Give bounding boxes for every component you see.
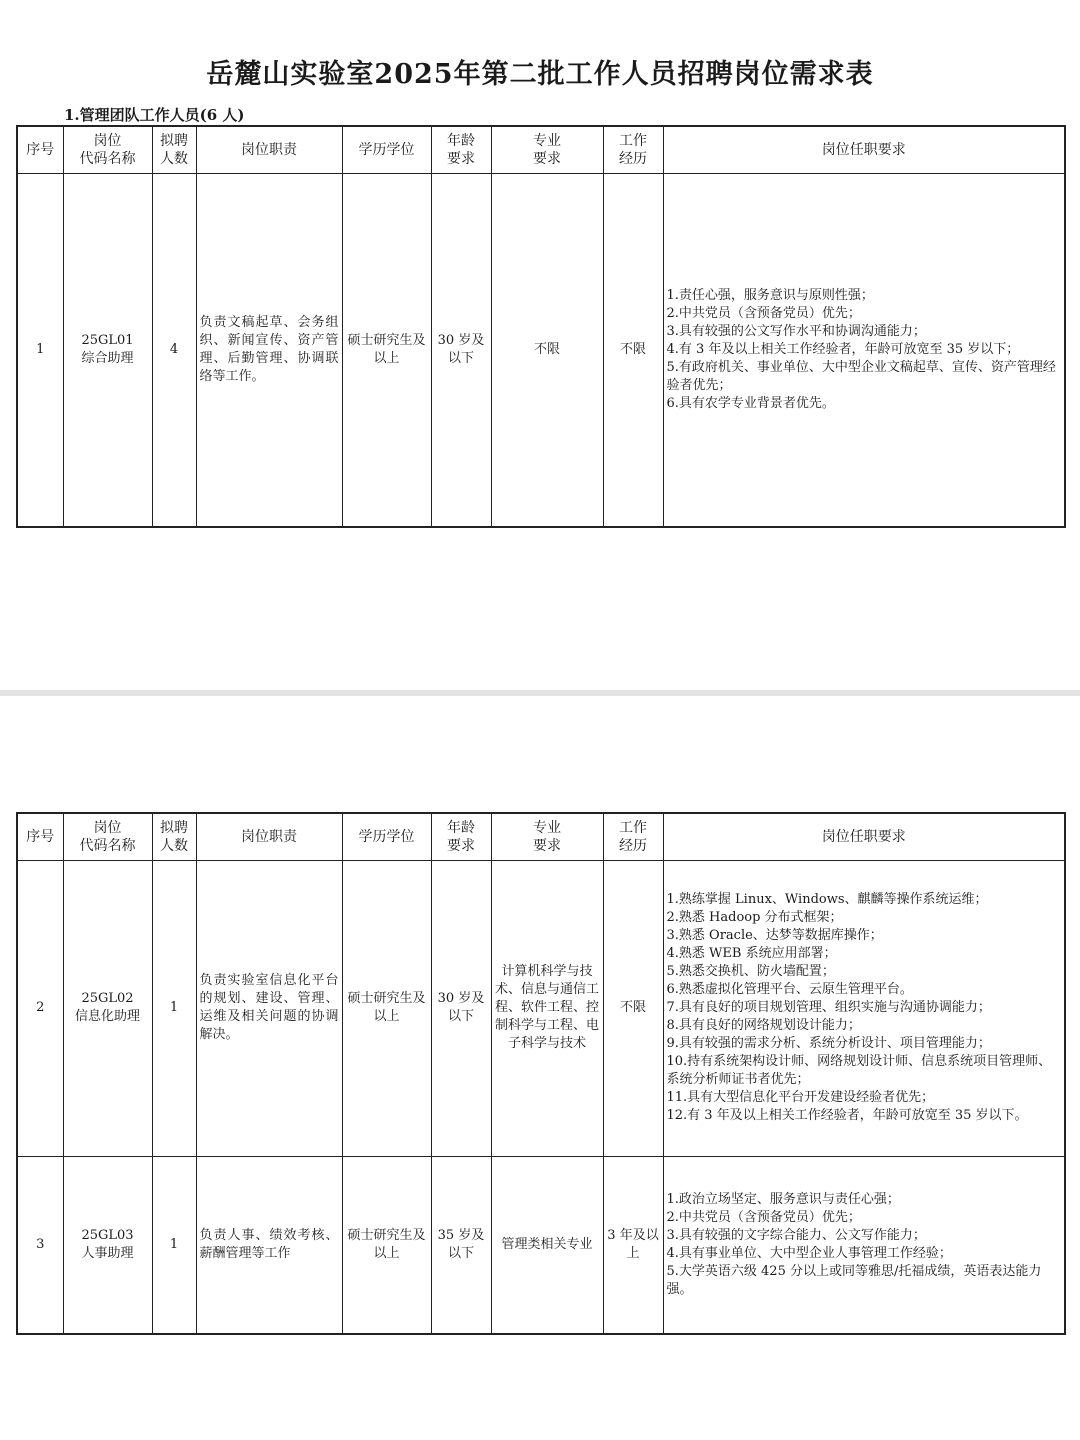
cell-count: 1 [152,1156,196,1334]
cell-experience: 不限 [603,173,663,527]
requirement-item: 4.有 3 年及以上相关工作经验者，年龄可放宽至 35 岁以下； [666,341,1020,357]
requirement-item: 1.政治立场坚定、服务意识与责任心强； [666,1191,900,1207]
cell-major: 不限 [491,173,603,527]
cell-code-name: 25GL03 人事助理 [63,1156,152,1334]
cell-code-name: 25GL01 综合助理 [63,173,152,527]
table-header-row [17,126,1065,173]
requirement-item: 8.具有良好的网络规划设计能力； [666,1018,861,1033]
section-heading: 1.管理团队工作人员(6 人) [64,106,245,124]
cell-seq: 1 [17,173,63,527]
page-divider [0,690,1080,696]
cell-requirements [663,1156,1065,1334]
header-age: 年龄 要求 [431,126,491,173]
header-major: 专业 要求 [491,813,603,860]
cell-major: 管理类相关专业 [491,1156,603,1334]
cell-age: 30 岁及以下 [431,173,491,527]
cell-count: 4 [152,173,196,527]
cell-education: 硕士研究生及以上 [342,173,431,527]
header-code-name: 岗位 代码名称 [63,813,152,860]
job-table-page-1 [16,125,1066,528]
header-age: 年龄 要求 [431,813,491,860]
cell-experience: 3 年及以上 [603,1156,663,1334]
header-code-name: 岗位 代码名称 [63,126,152,173]
requirement-item: 3.具有较强的公文写作水平和协调沟通能力； [666,323,926,339]
requirement-item: 5.有政府机关、事业单位、大中型企业文稿起草、宣传、资产管理经验者优先； [666,359,1056,393]
cell-requirements [663,173,1065,527]
cell-seq: 3 [17,1156,63,1334]
table-row [17,1156,1065,1334]
header-education: 学历学位 [342,813,431,860]
header-major: 专业 要求 [491,126,603,173]
requirement-item: 2.中共党员（含预备党员）优先； [666,305,861,321]
cell-requirements [663,860,1065,1156]
header-count: 拟聘 人数 [152,813,196,860]
cell-duties: 负责人事、绩效考核、薪酬管理等工作 [196,1156,342,1334]
requirement-item: 4.具有事业单位、大中型企业人事管理工作经验； [666,1245,952,1261]
header-seq: 序号 [17,813,63,860]
cell-education: 硕士研究生及以上 [342,1156,431,1334]
requirement-item: 5.大学英语六级 425 分以上或同等雅思/托福成绩，英语表达能力强。 [666,1263,1042,1297]
cell-age: 35 岁及以下 [431,1156,491,1334]
header-seq: 序号 [17,126,63,173]
table-row [17,173,1065,527]
header-count: 拟聘 人数 [152,126,196,173]
header-duties: 岗位职责 [196,126,342,173]
cell-code-name: 25GL02 信息化助理 [63,860,152,1156]
header-requirements: 岗位任职要求 [663,126,1065,173]
cell-education: 硕士研究生及以上 [342,860,431,1156]
header-experience: 工作 经历 [603,126,663,173]
requirement-item: 4.熟悉 WEB 系统应用部署； [666,946,837,961]
requirement-item: 1.熟练掌握 Linux、Windows、麒麟等操作系统运维； [666,892,988,907]
requirement-item: 5.熟悉交换机、防火墙配置； [666,964,835,979]
cell-seq: 2 [17,860,63,1156]
requirement-item: 2.熟悉 Hadoop 分布式框架； [666,910,843,925]
requirement-item: 3.熟悉 Oracle、达梦等数据库操作； [666,928,883,943]
requirement-item: 11.具有大型信息化平台开发建设经验者优先； [666,1090,935,1105]
requirement-item: 3.具有较强的文字综合能力、公文写作能力； [666,1227,926,1243]
requirement-item: 9.具有较强的需求分析、系统分析设计、项目管理能力； [666,1036,991,1051]
requirement-item: 10.持有系统架构设计师、网络规划设计师、信息系统项目管理师、系统分析师证书者优先； [666,1054,1052,1087]
cell-duties: 负责实验室信息化平台的规划、建设、管理、运维及相关问题的协调解决。 [196,860,342,1156]
job-table-page-2 [16,812,1066,1335]
page-title: 岳麓山实验室2025年第二批工作人员招聘岗位需求表 [206,59,874,90]
header-duties: 岗位职责 [196,813,342,860]
requirement-item: 7.具有良好的项目规划管理、组织实施与沟通协调能力； [666,1000,991,1015]
requirement-item: 6.熟悉虚拟化管理平台、云原生管理平台。 [666,982,913,997]
header-education: 学历学位 [342,126,431,173]
cell-duties: 负责文稿起草、会务组织、新闻宣传、资产管理、后勤管理、协调联络等工作。 [196,173,342,527]
requirement-item: 2.中共党员（含预备党员）优先； [666,1209,861,1225]
requirement-item: 12.有 3 年及以上相关工作经验者，年龄可放宽至 35 岁以下。 [666,1108,1028,1123]
header-experience: 工作 经历 [603,813,663,860]
cell-count: 1 [152,860,196,1156]
requirement-item: 6.具有农学专业背景者优先。 [666,395,835,411]
table-header-row [17,813,1065,860]
cell-age: 30 岁及以下 [431,860,491,1156]
requirement-item: 1.责任心强，服务意识与原则性强； [666,287,874,303]
cell-experience: 不限 [603,860,663,1156]
cell-major: 计算机科学与技术、信息与通信工程、软件工程、控制科学与工程、电子科学与技术 [491,860,603,1156]
header-requirements: 岗位任职要求 [663,813,1065,860]
table-row [17,860,1065,1156]
